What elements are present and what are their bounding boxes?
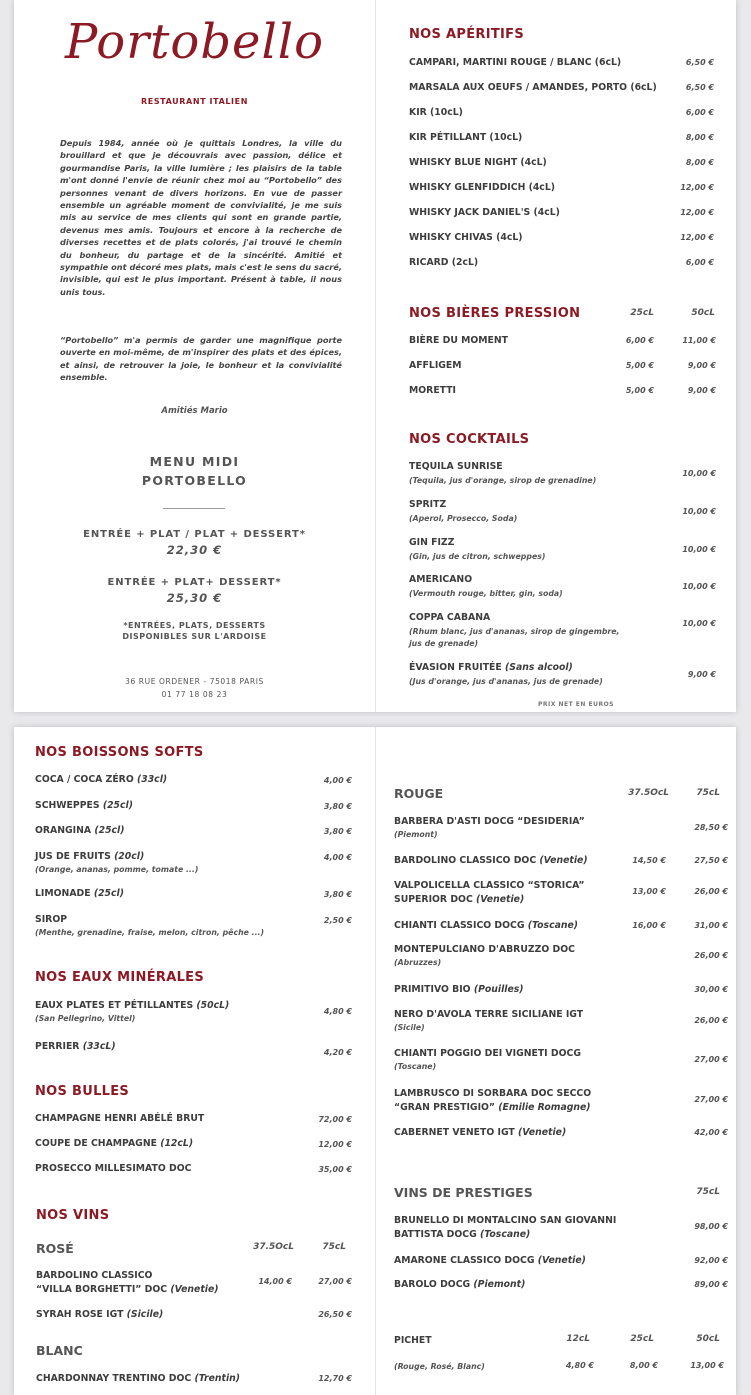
biere-price-50: 9,00 € bbox=[687, 361, 716, 370]
rouge-wine-name-text: CABERNET VENETO IGT bbox=[394, 1127, 515, 1138]
rouge-wine-name-text-2: “GRAN PRESTIGIO” bbox=[394, 1102, 496, 1113]
biere-price-50: 9,00 € bbox=[687, 386, 716, 395]
soft-name-text: JUS DE FRUITS bbox=[35, 851, 111, 862]
biere-name: BIÈRE DU MOMENT bbox=[409, 335, 509, 346]
eau-name bbox=[35, 1040, 116, 1054]
eau-price: 4,80 € bbox=[323, 1007, 352, 1016]
rose-wine-name-text: SYRAH ROSE IGT bbox=[36, 1309, 124, 1320]
soft-price: 2,50 € bbox=[323, 916, 352, 925]
pichet-price-50: 13,00 € bbox=[690, 1361, 724, 1370]
cocktail-name-text: COPPA CABANA bbox=[409, 612, 491, 623]
bulles-name-origin: (12cL) bbox=[160, 1138, 194, 1149]
rose-wine-name bbox=[36, 1308, 163, 1322]
aperitif-name: CAMPARI, MARTINI ROUGE / BLANC (6cL) bbox=[409, 57, 622, 68]
formula-1-price: 22,30 € bbox=[166, 543, 223, 557]
aperitif-name: KIR PÉTILLANT (10cL) bbox=[409, 132, 523, 143]
rouge-price-75: 31,00 € bbox=[694, 921, 728, 930]
aperitif-name: WHISKY BLUE NIGHT (4cL) bbox=[409, 157, 547, 168]
restaurant-logo: Portobello bbox=[64, 14, 325, 70]
rouge-price-75: 26,00 € bbox=[694, 887, 728, 896]
cocktail-price: 10,00 € bbox=[682, 469, 716, 478]
rouge-wine-name-text: CHIANTI CLASSICO DOCG bbox=[394, 920, 525, 931]
phone: 01 77 18 08 23 bbox=[161, 690, 228, 699]
soft-name bbox=[35, 850, 144, 864]
rouge-wine-name-origin: (Venetie) bbox=[518, 1127, 567, 1138]
prestige-wine-name bbox=[394, 1214, 616, 1242]
cocktail-price: 10,00 € bbox=[682, 619, 716, 628]
rouge-wine-origin-line: (Toscane) bbox=[394, 1062, 437, 1071]
cocktail-desc: (Gin, jus de citron, schweppes) bbox=[409, 552, 546, 561]
biere-price-50: 11,00 € bbox=[682, 336, 716, 345]
rouge-price-75: 27,00 € bbox=[694, 1055, 728, 1064]
bulles-price: 12,00 € bbox=[318, 1140, 352, 1149]
rouge-wine-name-text: PRIMITIVO BIO bbox=[394, 984, 471, 995]
rouge-price-75: 27,50 € bbox=[694, 856, 728, 865]
menu-midi-title-2: PORTOBELLO bbox=[141, 473, 248, 488]
aperitif-price: 12,00 € bbox=[680, 183, 714, 192]
bulles-name bbox=[35, 1137, 193, 1151]
intro-paragraph-2: “Portobello” m'a permis de garder une magnifique porte ouverte en moi-même, de m'inspirer des plats et des épices, et ainsi, de retrouver la joie, le bonheur et la convivialité ensemble. bbox=[60, 335, 342, 383]
blanc-wine-name bbox=[36, 1372, 240, 1386]
rouge-wine-name bbox=[394, 1008, 583, 1022]
soft-price: 3,80 € bbox=[323, 802, 352, 811]
cocktail-name bbox=[409, 536, 454, 550]
cocktail-desc: (Rhum blanc, jus d'ananas, sirop de gingembre, bbox=[409, 627, 620, 636]
bieres-col-50: 50cL bbox=[691, 308, 715, 318]
biere-price-25: 6,00 € bbox=[625, 336, 654, 345]
rose-wine-name-origin: (Sicile) bbox=[126, 1309, 164, 1320]
rouge-price-75: 26,00 € bbox=[694, 1016, 728, 1025]
prestige-price-75: 89,00 € bbox=[694, 1280, 728, 1289]
blanc-header: BLANC bbox=[36, 1343, 83, 1358]
soft-price: 3,80 € bbox=[323, 890, 352, 899]
soft-desc: (Orange, ananas, pomme, tomate ...) bbox=[35, 865, 199, 874]
rouge-wine-origin-line: (Piemont) bbox=[394, 830, 438, 839]
aperitif-price: 6,50 € bbox=[685, 58, 714, 67]
cocktail-name bbox=[409, 460, 503, 474]
aperitif-price: 8,00 € bbox=[685, 158, 714, 167]
rouge-wine-name bbox=[394, 919, 578, 933]
rouge-wine-name bbox=[394, 1087, 591, 1115]
rouge-price-75: 30,00 € bbox=[694, 985, 728, 994]
soft-name bbox=[35, 824, 125, 838]
aperitif-price: 8,00 € bbox=[685, 133, 714, 142]
cocktail-desc: (Aperol, Prosecco, Soda) bbox=[409, 514, 518, 523]
prestige-header: VINS DE PRESTIGES bbox=[394, 1185, 533, 1200]
rouge-wine-name bbox=[394, 854, 588, 868]
eau-name-text: EAUX PLATES ET PÉTILLANTES bbox=[35, 1000, 194, 1011]
eau-name-text: PERRIER bbox=[35, 1041, 80, 1052]
bulles-name-text: COUPE DE CHAMPAGNE bbox=[35, 1138, 157, 1149]
rouge-price-75: 42,00 € bbox=[694, 1128, 728, 1137]
cocktail-name bbox=[409, 661, 573, 675]
soft-name bbox=[35, 799, 133, 813]
bieres-col-25: 25cL bbox=[630, 308, 654, 318]
menu-page-1 bbox=[14, 0, 736, 712]
rouge-wine-name-origin: (Toscane) bbox=[527, 920, 579, 931]
aperitif-price: 6,00 € bbox=[685, 108, 714, 117]
rouge-header: ROUGE bbox=[394, 786, 444, 801]
cocktail-name-text: AMERICANO bbox=[409, 574, 473, 585]
prestige-wine-name-origin: (Piemont) bbox=[473, 1279, 526, 1290]
rouge-wine-name-text: BARBERA D'ASTI DOCG “DESIDERIA” bbox=[394, 816, 585, 827]
bulles-price: 35,00 € bbox=[318, 1165, 352, 1174]
aperitif-price: 6,50 € bbox=[685, 83, 714, 92]
soft-name bbox=[35, 887, 124, 901]
pichet-col-50: 50cL bbox=[696, 1334, 720, 1344]
aperitif-name: WHISKY CHIVAS (4cL) bbox=[409, 232, 523, 243]
rouge-col-375: 37.5OcL bbox=[628, 788, 669, 798]
rouge-wine-name bbox=[394, 1126, 566, 1140]
eau-name bbox=[35, 999, 229, 1013]
bulles-name-text: PROSECCO MILLESIMATO DOC bbox=[35, 1163, 192, 1174]
eau-price: 4,20 € bbox=[323, 1048, 352, 1057]
rouge-wine-name bbox=[394, 1047, 581, 1061]
soft-name-text: SIROP bbox=[35, 914, 68, 925]
blanc-wine-name-text: CHARDONNAY TRENTINO DOC bbox=[36, 1373, 192, 1384]
rouge-wine-name-text: CHIANTI POGGIO DEI VIGNETI DOCG bbox=[394, 1048, 581, 1059]
prestige-wine-name bbox=[394, 1278, 525, 1292]
cocktail-desc-2: jus de grenade) bbox=[409, 639, 479, 648]
rouge-wine-name-text: MONTEPULCIANO D'ABRUZZO DOC bbox=[394, 944, 575, 955]
biere-name: MORETTI bbox=[409, 385, 457, 396]
pichet-price-12: 4,80 € bbox=[565, 1361, 594, 1370]
section-vins: NOS VINS bbox=[36, 1208, 110, 1223]
cocktail-name bbox=[409, 573, 472, 587]
prestige-wine-name-text: BRUNELLO DI MONTALCINO SAN GIOVANNI bbox=[394, 1215, 617, 1226]
rose-price-75: 27,00 € bbox=[318, 1277, 352, 1286]
restaurant-subtitle: RESTAURANT ITALIEN bbox=[141, 97, 248, 106]
soft-name-text: ORANGINA bbox=[35, 825, 92, 836]
intro-paragraph-1: Depuis 1984, année où je quittais Londres, la ville du brouillard et que je découvrais avec passion, délice et gourmandise Paris, la ville lumière ; les plaisirs de la table m'ont donné l'envie de réunir chez moi au “Portobello” des personnes venant de divers horizons. En vue de passer ensemble un agréable moment de convivialité, je me suis mis au service de mes clients qui sont en grande partie, devenus mes amis. Toujours et encore à la recherche de diverses recettes et de plats colorés, j'ai trouvé le chemin du bonheur, du partage et de la sincérité. Amitié et sympathie ont décoré mes plats, mais c'est le sens du sacré, invisible, qui est le plus important. Présent à table, il nous unis tous. bbox=[60, 138, 342, 297]
rouge-wine-name-text: NERO D'AVOLA TERRE SICILIANE IGT bbox=[394, 1009, 584, 1020]
rose-wine-name-text-2: “VILLA BORGHETTI” DOC bbox=[36, 1284, 168, 1295]
formula-1: ENTRÉE + PLAT / PLAT + DESSERT* bbox=[83, 529, 306, 540]
page-divider bbox=[375, 0, 376, 712]
rouge-wine-name-origin: (Emilie Romagne) bbox=[498, 1102, 591, 1113]
soft-name-origin: (25cl) bbox=[102, 800, 133, 811]
soft-price: 3,80 € bbox=[323, 827, 352, 836]
rose-col-375: 37.5OcL bbox=[253, 1242, 294, 1252]
rose-price-75: 26,50 € bbox=[318, 1310, 352, 1319]
cocktail-price: 9,00 € bbox=[687, 670, 716, 679]
rouge-price-375: 14,50 € bbox=[632, 856, 666, 865]
bulles-name bbox=[35, 1162, 191, 1176]
prestige-wine-name-origin: (Toscane) bbox=[480, 1229, 531, 1240]
cocktail-name bbox=[409, 498, 446, 512]
aperitif-price: 6,00 € bbox=[685, 258, 714, 267]
rouge-wine-name-text-2: SUPERIOR DOC bbox=[394, 894, 473, 905]
cocktail-name-text: ÉVASION FRUITÉE bbox=[409, 662, 502, 673]
rouge-wine-name-text: LAMBRUSCO DI SORBARA DOC SECCO bbox=[394, 1088, 592, 1099]
prestige-col-75: 75cL bbox=[696, 1187, 720, 1197]
rouge-wine-name-text: VALPOLICELLA CLASSICO “STORICA” bbox=[394, 880, 585, 891]
section-bulles: NOS BULLES bbox=[35, 1084, 130, 1099]
rose-wine-name bbox=[36, 1269, 219, 1297]
soft-name-origin: (20cl) bbox=[114, 851, 145, 862]
pichet-price-25: 8,00 € bbox=[629, 1361, 658, 1370]
rouge-wine-name-text: BARDOLINO CLASSICO DOC bbox=[394, 855, 537, 866]
formula-note-2: DISPONIBLES SUR L'ARDOISE bbox=[122, 632, 267, 641]
section-aperitifs: NOS APÉRITIFS bbox=[409, 27, 524, 42]
prestige-wine-name-text: BAROLO DOCG bbox=[394, 1279, 471, 1290]
rouge-price-375: 16,00 € bbox=[632, 921, 666, 930]
rouge-wine-name bbox=[394, 879, 585, 907]
prestige-wine-name-text: AMARONE CLASSICO DOCG bbox=[394, 1255, 535, 1266]
price-footnote: PRIX NET EN EUROS bbox=[538, 701, 614, 708]
bulles-name-text: CHAMPAGNE HENRI ABÉLÉ BRUT bbox=[35, 1113, 205, 1124]
rouge-wine-name-origin: (Venetie) bbox=[539, 855, 588, 866]
cocktail-name-text: TEQUILA SUNRISE bbox=[409, 461, 503, 472]
section-bieres: NOS BIÈRES PRESSION bbox=[409, 306, 581, 321]
formula-2: ENTRÉE + PLAT+ DESSERT* bbox=[107, 577, 282, 588]
rouge-wine-name bbox=[394, 983, 524, 997]
aperitif-name: MARSALA AUX OEUFS / AMANDES, PORTO (6cL) bbox=[409, 82, 657, 93]
cocktail-desc: (Vermouth rouge, bitter, gin, soda) bbox=[409, 589, 563, 598]
prestige-price-75: 98,00 € bbox=[694, 1222, 728, 1231]
pichet-desc: (Rouge, Rosé, Blanc) bbox=[394, 1362, 485, 1371]
address: 36 RUE ORDENER - 75018 PARIS bbox=[125, 677, 264, 686]
prestige-price-75: 92,00 € bbox=[694, 1256, 728, 1265]
blanc-wine-name-origin: (Trentin) bbox=[194, 1373, 241, 1384]
soft-name-origin: (33cl) bbox=[137, 774, 168, 785]
eau-desc: (San Pellegrino, Vittel) bbox=[35, 1014, 136, 1023]
cocktail-price: 10,00 € bbox=[682, 507, 716, 516]
pichet-col-12: 12cL bbox=[566, 1334, 590, 1344]
menu-midi-title: MENU MIDI bbox=[149, 454, 240, 469]
soft-name-origin: (25cl) bbox=[94, 825, 125, 836]
cocktail-price: 10,00 € bbox=[682, 545, 716, 554]
rouge-col-75: 75cL bbox=[696, 788, 720, 798]
prestige-wine-name bbox=[394, 1254, 586, 1268]
aperitif-name: WHISKY GLENFIDDICH (4cL) bbox=[409, 182, 555, 193]
pichet-col-25: 25cL bbox=[630, 1334, 654, 1344]
rouge-price-75: 28,50 € bbox=[694, 823, 728, 832]
aperitif-price: 12,00 € bbox=[680, 208, 714, 217]
rouge-wine-origin-line: (Abruzzes) bbox=[394, 958, 442, 967]
rouge-wine-origin-line: (Sicile) bbox=[394, 1023, 425, 1032]
rouge-wine-name bbox=[394, 943, 575, 957]
rouge-wine-name-origin: (Pouilles) bbox=[473, 984, 524, 995]
soft-name-origin: (25cl) bbox=[93, 888, 124, 899]
section-eaux: NOS EAUX MINÉRALES bbox=[35, 970, 204, 985]
section-cocktails: NOS COCKTAILS bbox=[409, 432, 530, 447]
rose-col-75: 75cL bbox=[322, 1242, 346, 1252]
formula-2-price: 25,30 € bbox=[166, 591, 223, 605]
menu-rule bbox=[163, 508, 225, 509]
rose-price-375: 14,00 € bbox=[258, 1277, 292, 1286]
rouge-price-375: 13,00 € bbox=[632, 887, 666, 896]
bulles-name bbox=[35, 1112, 204, 1126]
prestige-wine-name-text-2: BATTISTA DOCG bbox=[394, 1229, 477, 1240]
soft-price: 4,00 € bbox=[323, 776, 352, 785]
blanc-price-75: 12,70 € bbox=[318, 1374, 352, 1383]
biere-price-25: 5,00 € bbox=[625, 361, 654, 370]
soft-name-text: COCA / COCA ZÉRO bbox=[35, 774, 134, 785]
soft-desc: (Menthe, grenadine, fraise, melon, citron, pêche ...) bbox=[35, 928, 265, 937]
soft-name-text: SCHWEPPES bbox=[35, 800, 100, 811]
cocktail-name bbox=[409, 611, 490, 625]
soft-name bbox=[35, 913, 67, 927]
aperitif-price: 12,00 € bbox=[680, 233, 714, 242]
biere-price-25: 5,00 € bbox=[625, 386, 654, 395]
section-softs: NOS BOISSONS SOFTS bbox=[35, 745, 204, 760]
cocktail-price: 10,00 € bbox=[682, 582, 716, 591]
soft-name bbox=[35, 773, 167, 787]
page-divider-2 bbox=[375, 727, 376, 1395]
cocktail-desc: (Tequila, jus d'orange, sirop de grenadine) bbox=[409, 476, 597, 485]
formula-note: *ENTRÉES, PLATS, DESSERTS bbox=[123, 621, 266, 630]
signature: Amitiés Mario bbox=[161, 406, 228, 416]
soft-price: 4,00 € bbox=[323, 853, 352, 862]
aperitif-name: RICARD (2cL) bbox=[409, 257, 479, 268]
cocktail-name-text: SPRITZ bbox=[409, 499, 447, 510]
rose-wine-name-text: BARDOLINO CLASSICO bbox=[36, 1270, 153, 1281]
aperitif-name: WHISKY JACK DANIEL'S (4cL) bbox=[409, 207, 560, 218]
cocktail-name-text: GIN FIZZ bbox=[409, 537, 455, 548]
eau-name-origin: (33cL) bbox=[82, 1041, 116, 1052]
soft-name-text: LIMONADE bbox=[35, 888, 91, 899]
menu-page-2 bbox=[14, 727, 736, 1395]
cocktail-desc: (Jus d'orange, jus d'ananas, jus de grenade) bbox=[409, 677, 603, 686]
cocktail-name-origin: (Sans alcool) bbox=[505, 662, 573, 673]
pichet-header: PICHET bbox=[394, 1335, 432, 1346]
rouge-price-75: 26,00 € bbox=[694, 951, 728, 960]
rouge-wine-name-origin: (Venetie) bbox=[476, 894, 525, 905]
rouge-wine-name bbox=[394, 815, 585, 829]
biere-name: AFFLIGEM bbox=[409, 360, 462, 371]
eau-name-origin: (50cL) bbox=[196, 1000, 230, 1011]
aperitif-name: KIR (10cL) bbox=[409, 107, 463, 118]
prestige-wine-name-origin: (Venetie) bbox=[537, 1255, 586, 1266]
rouge-price-75: 27,00 € bbox=[694, 1095, 728, 1104]
rose-wine-name-origin: (Venetie) bbox=[170, 1284, 219, 1295]
rose-header: ROSÉ bbox=[36, 1241, 74, 1256]
bulles-price: 72,00 € bbox=[318, 1115, 352, 1124]
